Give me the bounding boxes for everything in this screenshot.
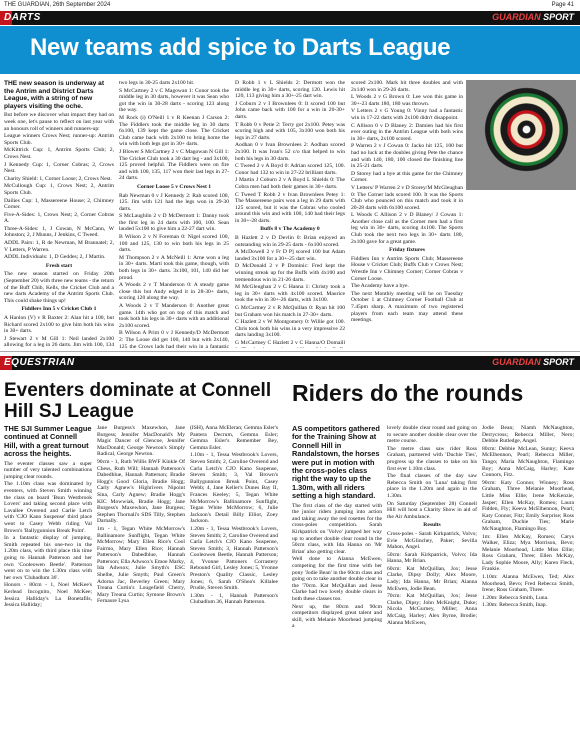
article-paragraph: C Tweed T Robb 2 v Ivan Brownlees Petey 1: The Massereene pairs won a leg in 29 darts with 125 scored, but it was the Cobras who cooled around this win and with 100, 140 had their legs in 30+-28 darts. — [235, 191, 345, 224]
dartboard-photo — [466, 80, 576, 190]
page-number: Page 41 — [551, 2, 574, 8]
article-paragraph: Jane Burgess's Maxewhon, Jane Burgess; Jennifer MacDonald's My Magic Dancer of Glencoe, Jennifer MacDonald; George Newton's Simply Radical, George Newton. — [97, 425, 185, 458]
article-paragraph: (ISH), Anna McEleran; Gemma Esler's Pantera Decrum, Gemma Esler; Gemma Esler's Remember Bey, Gemma Esler. — [190, 425, 278, 451]
article-paragraph: Jodie Bean; Niamh McNaughton, Derrycross; Rebecca Miller, Nero; Debbie Rutledge, Angel. — [482, 425, 574, 445]
darts-lead: THE new season is underway at the Antrim and District Darts League, with a string of new players visiting the oche. — [4, 80, 105, 110]
guardian-sport-logo — [492, 12, 574, 22]
article-paragraph: D McDonald 2 v P Dominic: Fred kept the winning streak up for the Buffs with 4x100 and tremendous win in 21-26 darts. — [235, 263, 345, 283]
article-paragraph: 90cm: Katy Connor, Winney; Ross Graham, Three Melanie Moorhead, Little Miss Ellie; Irene McKenzie, Jasper; Ellen McKay, Romeo; Laura Fidden, Fly; Keeva McElhennon, Pearl; Katy Connor, Fitz; Emily Surprise; Ross Graham, Duchie Ties; Marie McNaughton, Flamingo Boy. — [482, 479, 574, 532]
riders-headline: Riders do the rounds — [292, 380, 524, 406]
article-paragraph: Charity Shield: 1, Corner Loose; 2, Crows Nest. — [4, 175, 112, 182]
article-paragraph: 80cm: Debbie McLean, Sunny; Keeva McElhennon, Pearl; Rebecca Miller, Tango; Maria McNaughton, Flamingo Boy; Anna McCaig, Harley; Kate Connors, Fitz. — [482, 445, 574, 479]
darts-section-bar — [0, 11, 580, 25]
article-paragraph: Five-A-Sides: 1, Crows Nest; 2, Corner Cobras A. — [4, 211, 114, 225]
article-paragraph: Buffs 8 v The Academy 0 — [260, 226, 320, 233]
page-date: THE GUARDIAN, 26th September 2024 — [4, 2, 111, 8]
article-paragraph: B Wilson A Prim 0 v J Kennedy/D McDermott 2: The Loose did get 100, 140 but with 2x140, 125 the Crows lads had their win in a fantastic — [119, 330, 229, 348]
article-paragraph: The eventer classes saw a super number of very talented combinations jumping clear rounds. — [4, 460, 92, 480]
eventers-column-2 — [97, 425, 185, 733]
riders-col3-list — [482, 425, 574, 609]
article-paragraph: S McLaughlin 2 v D McDermott 1: Danny took the first leg in 24 darts with 100, 100. Sean landed 5x100 to give him a 22-27 dart win. — [119, 213, 229, 233]
article-paragraph: 50cm: Sarah Kirkpatrick, Volvo; Ida Hanna, Mr Brian. — [387, 551, 477, 565]
darts-subhead-fresh-start: Fresh start — [45, 262, 73, 269]
page-header — [0, 0, 580, 10]
eventers-column-3 — [190, 425, 278, 733]
article-paragraph: D Storey had a bye at this game for the Chimney Corner. — [351, 170, 463, 184]
article-paragraph: 70cm: Kat McQuillan, Jox; Jesse Clarke, Dipsy; John McKnight, Duke; Nicola McGurney, Miller; Anna McCaig, Harley; Alex Byrne, Brodie; Alanna McEwen, — [387, 593, 477, 626]
article-paragraph: M McGleughan 2 v C Hanna 1: Christy took a leg in 30+ darts with 4x100 scored. Maurice took the win in 30+-26 darts, with 3x100. — [235, 284, 345, 304]
article-paragraph: 1.10m - 1, Tessa Westbrook's Lovers, Steven Smith; 2, Caroline Overend and Carla Letch's CJO Kano Suspense, Steven Smith; 3, Val Brown's Ballygunnion Break Point, Casey Webb; 4, Jane Keller's Dunes Bay II, Frances Keeley; 5, Tegan White McMorrow's Ballinamore Sunflight, Tegan White McMorrow; 6, Julie Jackson's Detail Billy Elliot, Zoey Jackson. — [190, 452, 278, 525]
darts-section-tag: DARTS — [4, 12, 41, 23]
article-paragraph: L Woods C Allison 2 v D Blaney/ J Cowan 1: Another close call as the Corner men had a first leg win in 30+ darts, scoring 4x100. The Sports Club took the next two legs in 30+ darts 180, 2x100 gave for a great game. — [351, 212, 463, 245]
article-paragraph: McCullough Cup: 1, Crows Nest; 2, Antrim Sports Club. — [4, 183, 114, 196]
eventers-column-1 — [4, 425, 92, 733]
equestrian-section-bar — [0, 356, 580, 370]
article-paragraph: V Letters/ P Warren 2 v D Storey/M McGleughan 0: The Corner lads scored 100. It was the Sports Club who pounced on this match and took it in 20-28 darts with 6x100 scored. — [351, 184, 463, 211]
darts-col3-list — [235, 80, 345, 348]
article-paragraph: The metre class saw rider Ross Graham, partnered with 'Duchie Ties', progress up the classes to take on his first ever 1.10m class. — [387, 445, 477, 472]
riders-col1-list — [292, 503, 382, 630]
article-paragraph: A Woods 2 v T Manderson 0: A steady game close this but Andy edged it in 28-30+ darts, scoring 120 along the way. — [119, 282, 229, 302]
equestrian-tag-box — [0, 356, 75, 370]
article-paragraph: J Blower S McCartney 2 v C Magowan N Gill 1: The Cricket Club took a 30 dart leg - and 3x100, 125 proved helpful. The Fiddlers were on fire and with 100, 135, 117 won their last legs in 27-24 darts. — [119, 148, 229, 182]
eventers-col3-list — [190, 425, 278, 606]
article-paragraph: P Warren 2 v J Cowan 0: Jacko hit 125, 100 but had no luck at the doubles giving Pete the chance and with 140, 180, 100 closed the finishing line in 25-21 darts. — [351, 143, 463, 170]
article-paragraph: A McDowell 2 v Fr D P] scored 100 but Adam landed 3x100 for a 30+-25 dart win. — [235, 249, 345, 262]
article-paragraph: Fiddlers Inn v Antrim Sports Club; Massereene House v Cricket Club; Buffs Club v Crows Nest; Wrestle Inn v Chimney Corner; Corner Cobras v Corner Loose. — [351, 255, 463, 282]
brand-guardian-2: GUARDIAN — [492, 357, 541, 367]
darts-column-4 — [351, 80, 463, 348]
article-paragraph: 1m: Ellen McKay, Romeo; Carys Walker, Eliza; Mya Morrison, Bevo; Melanie Moorhead, Little Miss Ellie; Ross Graham, Three; Ellen McKay, Lady Sophie Moore, Ally; Karen Fleck, Frankie. — [482, 533, 574, 573]
article-paragraph: J Coburn 2 v I Brownlees 0: It scored 100 but John came back with 100 for a win in 20-30+ darts. — [235, 100, 345, 120]
article-paragraph: 1.20m: Rebecca Smith, Luna. — [482, 594, 549, 601]
article-paragraph: ADDL Pairs: 1, R de Newman, M Brannatel; 2, V Letters, P Warren. — [4, 240, 114, 253]
article-paragraph: In a fantastic display of jumping, Smith repeated his one-two in the 1.20m class, with third place this time going to Hannah Patterson and her own 'Cooleowen Beetle'. Patterson went on to win the 1.30m class with her own 'Clubadlum 36'. — [4, 535, 92, 581]
riders-article — [292, 425, 578, 735]
darts-tag-box — [0, 11, 41, 25]
article-paragraph: Next up, the 80cm and 90cm competitors displayed great talent and skill, with Melanie Moorhead jumping a — [292, 603, 382, 630]
article-paragraph: Aodhan 0 v Ivan Brownlees 2: Aodhan scored 2x100. It was Ivan's 52 c/o that helped to win both his legs in 30 darts. — [235, 142, 345, 162]
brand-sport: SPORT — [543, 12, 574, 22]
section-divider — [0, 351, 580, 352]
article-paragraph: M Thompson 2 v A McNeill 1: Arne won a leg in 30+ darts. Marti took this game, though, with both legs in 30+ darts. 3x100, 101, 140 did her proud. — [119, 254, 229, 281]
article-paragraph: J Kennedy Cup: 1, Corner Cobras; 2, Crows Nest. — [4, 161, 114, 175]
article-paragraph: L Woods 2 v G Brown 0: Lee won this game in 30+-23 darts 180, 180 was thrown. — [351, 94, 463, 107]
article-paragraph: B Hazlett 2 v D Devlin 0: Brian enjoyed an outstanding win in 29-25 darts - 6x100 scored. — [235, 235, 345, 248]
article-paragraph: Corner Loose 5 v Crows Nest 1 — [136, 183, 212, 190]
darts-headline: New teams add spice to Darts League — [30, 34, 451, 61]
article-paragraph: Dailies Cup: 1, Massereene House; 2, Chimney Corner. — [4, 197, 114, 211]
article-paragraph: A Woods 2 v T Manderson 0: Another great game. 14th who got on top of this match and took both his legs in 30+ darts with an additional 2x100 scored. — [119, 303, 229, 329]
article-paragraph: B Wilson 2 v N Foreman 0: Nigel scored 100, 100 and 125, 130 to win both his legs in 25 darts. — [119, 234, 229, 254]
article-paragraph: lovely double clear round and going on to secure another double clear over the metre course. — [387, 425, 477, 445]
darts-column-3 — [235, 80, 345, 348]
article-paragraph: S McCartney 2 v C Magowan 1: Conor took the middle leg in 30 darts, however it was Sean who got the win in 30-28 darts - scoring 123 along the way. — [119, 87, 229, 114]
article-paragraph: The final classes of the day saw Rebecca Smith on 'Luna' taking first place in the 1.20m and again in the 1.30m. — [387, 473, 477, 499]
brand-guardian: GUARDIAN — [492, 12, 541, 22]
darts-headline-banner — [0, 26, 580, 74]
article-paragraph: scored 2x100. Mark hit three doubles and with 2x140 won in 29-26 darts. — [351, 80, 463, 93]
article-paragraph: G McCartney 2 v R McQuillan 0: Ryan hit 100 but Graham won his match in 27-30+ darts. — [235, 305, 345, 318]
article-paragraph: A Hanlon (V) v R Baxter 2: Alan hit a 100, but Richard scored 2x100 to give him both his wins in 30+ darts. — [4, 315, 114, 335]
riders-col2-list — [387, 425, 477, 520]
article-paragraph: C Hazlett 2 v W Montgomery 0: Willie got 100. Chris took both his wins in a very impressive 22 darts landing 3x100. — [235, 319, 345, 339]
article-paragraph: J Martin J Coburn 2 v A Boyd L Shields 0: The Cobra men had both their games in 30+ darts. — [235, 177, 345, 190]
article-paragraph: M Rock (i) O'Neill 1 v R Keenan J Carson 2: The Fiddlers took the middle leg in 30 darts 6x100, 139 kept the game close. The Cricket Club came back with 2x100 to bring home the win with both legs got in 30+ darts. — [119, 114, 229, 148]
article-paragraph: D Robb 1 v L Shields 2: Dermott won the middle leg in 30+ darts, scoring 120. Lewis hit 120, 113 giving him a 30+-25 dart win. — [235, 80, 345, 100]
eventers-article — [4, 425, 284, 735]
eventers-col2-list — [97, 425, 185, 605]
article-paragraph: On Saturday (September 28) Connell Hill will host a Charity Show in aid of the Air Ambulance. — [387, 500, 477, 520]
article-paragraph: 1.10m: Alanna McEwen, Ted; Alex Moorhead, Bevo; Fred Rebecca Smith, Irene; Ross Graham, Three. — [482, 574, 574, 594]
riders-column-3 — [482, 425, 574, 733]
article-paragraph: 90cm - 1, Ruth Willis BWF Kinkle Of Chess, Ruth Will; Hannah Patterson's Dabedblue, Hannah Patterson; Bradie Hogg's Good Gloria, Bradie Hogg; Carly Agnew's Highrivers Nipoint Sina, Carly Agnew; Bradie Hogg's KIC Mowwiak, Bradie Hogg; Jane Burgess's Maxewhon, Jane Burgess; Stephen Thornali's SDS Tilly, Stephen Darnally. — [97, 458, 185, 525]
article-paragraph: Three-A-Sides: 1, J Cowan, N McCann, W Johnston; 2, J Munns, J Jenkins, C Tweed. — [4, 225, 114, 239]
article-paragraph: V Letters 2 v G Young 0: Vinny had a fantastic win in 17-22 darts with 2x100 didn't disappoint. — [351, 108, 463, 121]
article-paragraph: Honors - 80cm - 1, Noel McKee's Kerlead Incognito, Noel McKee; Jessica Halliday's La Bonetafils, Jessica Halliday; — [4, 582, 92, 609]
darts-column-2 — [119, 80, 229, 348]
equestrian-section-tag: EQUESTRIAN — [4, 357, 75, 368]
article-paragraph: Rab Newman 0 v J Kennedy 2: Rab scored 100, 125. Jim with 121 had the legs won in 29-30 darts. — [119, 192, 229, 212]
article-paragraph: C Tweed 2 v A Boyd 0: Adrian scored 125, 100. Conor had 132 to win in 27-22 brilliant darts. — [235, 163, 345, 176]
article-paragraph: 1.20m - 1, Tessa Westbrook's Lovers, Steven Smith; 2, Caroline Overend and Carla Letch's CJO Kano Suspense, Steven Smith; 3, Hannah Patterson's Cooleowen Beetle, Hannah Patterson; 4, Yvonne Pattoners Corrastery Rebound Girl, Lesley Jones; 5, Yvonne Preston's Quality Classic, Lesley Jones; 6, Sarah O'Shea's Killalee Prudie, Steven Smith. — [190, 525, 278, 592]
article-paragraph: Well done to Alanna McEwen, competing for the first time with her pony 'Jodie Bean' in the 60cm class and going on to take another double clear in the '70cm. Kat McQuillan and Jesse Clarke had two lovely double clears in both these classes too. — [292, 556, 382, 602]
riders-column-2 — [387, 425, 477, 733]
brand-sport-2: SPORT — [543, 357, 574, 367]
article-paragraph: 1.30m - 1, Hannah Patterson's Clubadlum 36, Hannah Patterson. — [190, 592, 278, 606]
article-paragraph: McKittrick Cup: 1, Antrim Sports Club; 2, Crows Nest. — [4, 147, 114, 160]
riders-lead: AS competitors gathered for the Training Show at Connell Hill in Randalstown, the horses were put in motion with the cross-poles class right the way to up the 1.30m, with all riders setting a high standard. — [292, 425, 380, 501]
article-paragraph: Fiddlers Inn 5 v Cricket Club 1 — [21, 306, 97, 313]
darts-column-1 — [4, 80, 114, 348]
darts-col1-list — [4, 112, 114, 260]
results-title: Results — [423, 522, 441, 529]
article-paragraph: G McCartney C Hazlett 2 v C Hanna/O Domaill — [235, 339, 345, 346]
article-paragraph: ADDL Individuals: 1, D Geddes; 2, J Martin. — [4, 254, 106, 261]
article-paragraph: two legs in 30-25 darts 2x100 hit. — [119, 80, 195, 86]
article-paragraph: League winners Crows Nest; runner-up: Antrim Sports Club. — [4, 133, 114, 146]
article-paragraph: The new season started on Friday 20th (September 20) with three new teams - the return of the Buff Chib, Kells, the Cricket Club and a new darts Academy of the Antrim Sports Club. This could shake things up! — [4, 271, 114, 304]
riders-col2b-list — [387, 531, 477, 626]
article-paragraph: 1m - 1, Tegan White McMorrow's Ballinamore Sunflight, Tegan White McMorrow; Mary Ellen Rice's Cool Fairmo, Mary Ellen Rice; Hannah Patterson's Dabedblue, Hannah Patterson; Ella Adwsox's Emoe Marky, Ida Adwsox; Julie Smyth's ESC Shelbe, Julie Smyth; Paul Green's Adorna Jac, Beverley Green; Mary Treana Curtin's Lougefield Cherry, Mary Treana Curtin; Symone Brown's Fernaure Lysa — [97, 525, 185, 605]
article-paragraph: The Academy have a bye. — [351, 283, 409, 290]
eventers-col1-list — [4, 461, 92, 609]
article-paragraph: 60cm: Kat McQuillan, Jox; Jesse Clarke, Dipsy Dolly; Alex Moore, Lady; Ida Hanna, Mr Brian; Alanna McEwen, Jodie Bean. — [387, 565, 477, 592]
darts-col2-list — [119, 80, 229, 348]
article-paragraph: But before we discover what impact they had on week one, let's pause to reflect on last year with an honours roll of winners and runners-up: — [4, 112, 114, 132]
article-paragraph: J Stewart 2 v M Gill 1: Neil landed 2x100 allowing for a leg in 26 darts. Jim with 100, 134 — [4, 335, 114, 348]
darts-col4-list — [351, 80, 463, 324]
article-paragraph: The first class of the day started with the junior riders jumping into action and taking away the red rosettes for the cross-poles competition. Sarah Kirkpatrick on 'Volvo' jumped her way up to another double clear round in the 50cm class, with Ida Hanna on 'Mr Brian' also getting clear. — [292, 502, 382, 555]
guardian-sport-logo-2 — [492, 357, 574, 367]
article-paragraph: 1.30m: Rebecca Smith, Inap. — [482, 602, 547, 609]
eventers-lead: THE SJI Summer League continued at Connell Hill, with a great turnout across the heights. — [4, 425, 92, 459]
darts-col1b-list — [4, 271, 114, 348]
article-paragraph: The next Monthly meeting will be on Tuesday October 1 at Chimney Corner Football Club at 7.45pm sharp. A maximum of two registered players from each team may attend these meetings. — [351, 290, 463, 324]
article-paragraph: T Robb 0 v Petie 2: Terry got 2x100. Petey was scoring high and with 105, 3x100 won both his legs in 27 darts. — [235, 121, 345, 141]
article-paragraph: C Allison 0 v D Blaney 2: Damien had his first ever outing in the Antrim League with both wins in 30+ darts, 2x100 scored. — [351, 122, 463, 142]
article-paragraph: The 1.10m class was dominated by eventers, with Steven Smith winning the class on board 'Bsun Westbrook Lovers' and taking second place with Lavallee Overend and Carlie Letch with 'CJO Kano Suspense' third place went to Casey Webb riding Val Brown's 'Ballygunnion Break Point'. — [4, 481, 92, 534]
riders-column-1 — [292, 425, 382, 733]
article-paragraph: Cross-poles - Sarah Kirkpatrick, Volvo; Evie McGlinchey, Paker; Sevilla Mahon, Angel. — [387, 530, 477, 551]
article-paragraph: Friday fixtures — [389, 247, 425, 254]
eventers-headline: Eventers dominate at Connell Hill SJ League — [4, 380, 272, 422]
